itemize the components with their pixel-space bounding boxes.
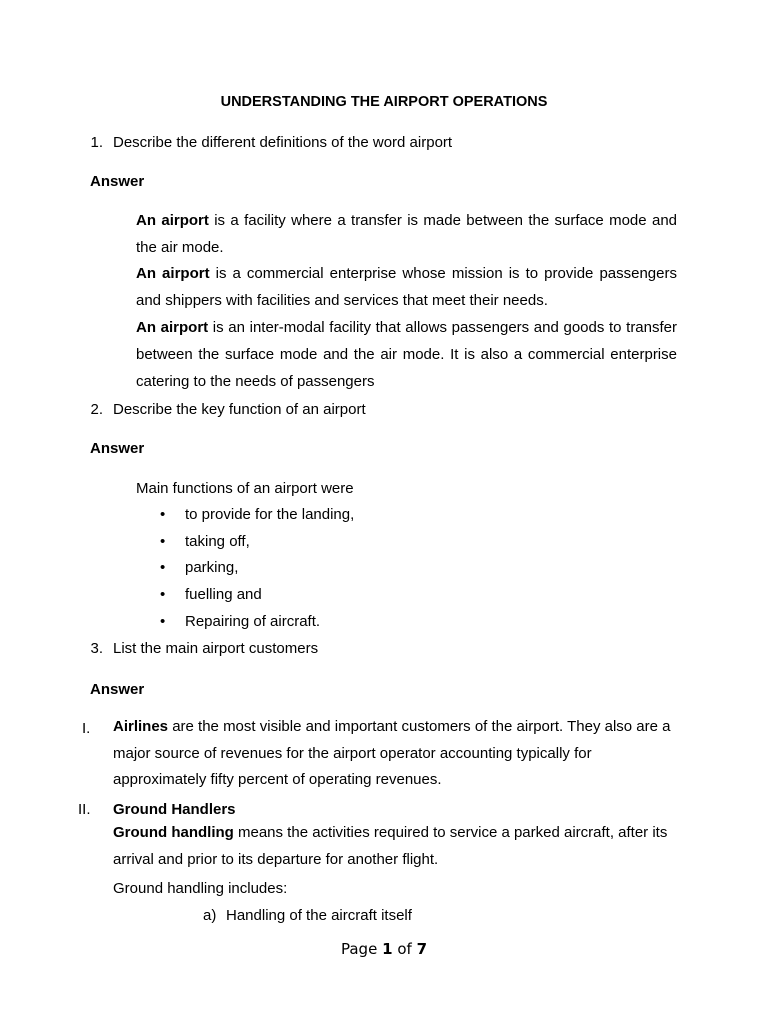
customer-term: Ground handling	[113, 824, 234, 841]
list-item: fuelling and	[185, 586, 262, 603]
total-pages: 7	[416, 940, 427, 958]
answer-label: Answer	[90, 173, 145, 190]
roman-numeral: II.	[78, 801, 91, 818]
bullet-icon: •	[160, 533, 166, 550]
question-text: Describe the key function of an airport	[113, 401, 366, 418]
sub-item-letter: a)	[203, 907, 217, 924]
sub-item-text: Handling of the aircraft itself	[226, 907, 412, 924]
page-word: Page	[340, 940, 378, 958]
definition-term: An airport	[136, 212, 209, 229]
of-word: of	[397, 940, 412, 958]
definition-paragraph	[136, 207, 677, 261]
question-number: 1.	[90, 134, 103, 151]
customer-text: means the activities required to service a parked aircraft, after its arrival and prior to its departure for another flight.	[113, 824, 668, 868]
definition-text: is an inter-modal facility that allows passengers and goods to transfer between the surface mode and the air mode. It is also a commercial enterprise catering to the needs of passengers	[136, 319, 677, 390]
definition-paragraph	[136, 260, 677, 314]
bullet-icon: •	[160, 559, 166, 576]
definition-term: An airport	[136, 265, 210, 282]
bullet-icon: •	[160, 613, 166, 630]
definition-term: An airport	[136, 319, 209, 336]
bullet-icon: •	[160, 586, 166, 603]
roman-numeral: I.	[82, 720, 91, 737]
section-heading: Ground Handlers	[113, 801, 236, 818]
customer-text: are the most visible and important customers of the airport. They also are a major source of revenues for the airport operator accounting typically for approximately fifty percent of operating revenues.	[113, 718, 671, 788]
page-footer	[0, 942, 768, 957]
list-item: taking off,	[185, 533, 250, 550]
list-item: to provide for the landing,	[185, 506, 355, 523]
list-item: Repairing of aircraft.	[185, 613, 321, 630]
list-item: parking,	[185, 559, 239, 576]
question-number: 2.	[90, 401, 103, 418]
page-title: UNDERSTANDING THE AIRPORT OPERATIONS	[220, 94, 548, 110]
question-text: List the main airport customers	[113, 640, 319, 657]
definition-paragraph	[136, 314, 677, 395]
definition-text: is a commercial enterprise whose mission is to provide passengers and shippers with facilities and services that meet their needs.	[136, 265, 677, 309]
airlines-paragraph	[113, 714, 677, 794]
bullet-icon: •	[160, 506, 166, 523]
question-text: Describe the different definitions of the word airport	[113, 134, 453, 151]
ground-handling-includes: Ground handling includes:	[113, 880, 288, 897]
answer-label: Answer	[90, 440, 145, 457]
ground-handling-paragraph	[113, 820, 677, 873]
current-page: 1	[382, 940, 393, 958]
functions-intro: Main functions of an airport were	[136, 480, 354, 497]
answer-label: Answer	[90, 681, 145, 698]
definition-text: is a facility where a transfer is made between the surface mode and the air mode.	[136, 212, 677, 256]
question-number: 3.	[90, 640, 103, 657]
customer-term: Airlines	[113, 718, 169, 735]
